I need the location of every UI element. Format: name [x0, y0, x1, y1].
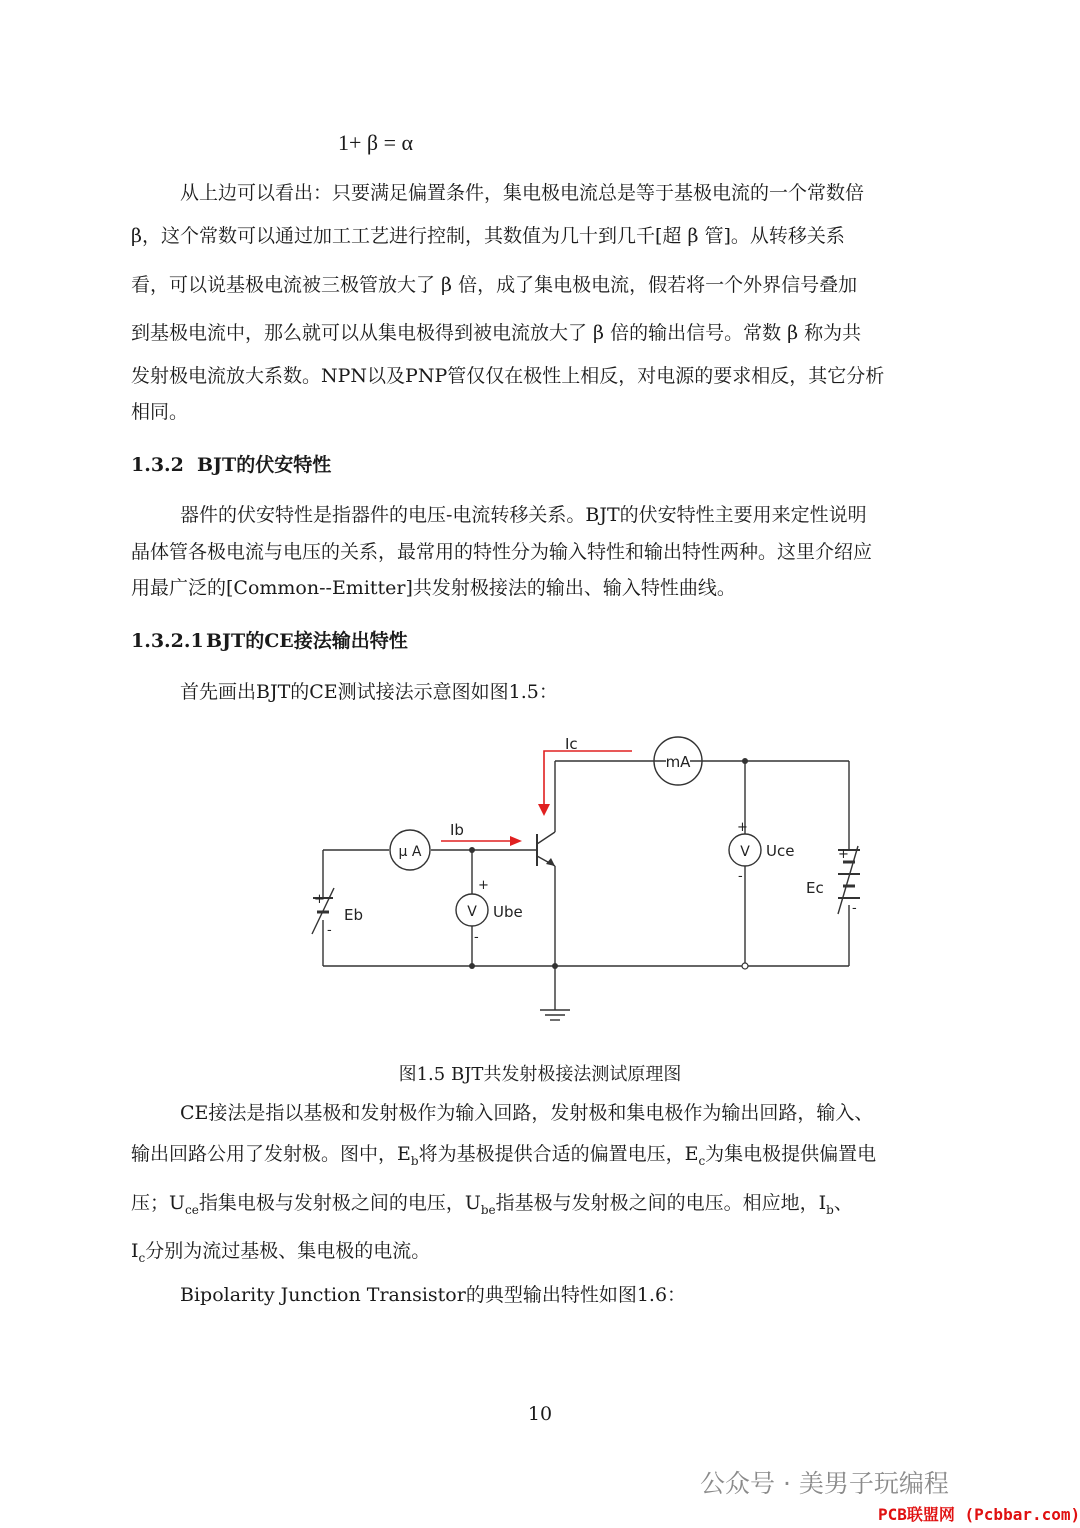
text-line: β，这个常数可以通过加工工艺进行控制，其数值为几十到几千[超 β 管]。从转移关系: [131, 225, 845, 247]
label-plus: +: [737, 820, 748, 835]
label-v-uce: V: [740, 844, 750, 860]
text-line: CE接法是指以基极和发射极作为输入回路，发射极和集电极作为输出回路，输入、: [180, 1102, 874, 1124]
text-line: 器件的伏安特性是指器件的电压-电流转移关系。BJT的伏安特性主要用来定性说明: [180, 504, 867, 526]
label-plus: +: [838, 847, 849, 862]
label-minus: -: [738, 869, 743, 884]
subsection-title: BJT的CE接法输出特性: [206, 630, 408, 652]
label-ube: Ube: [493, 903, 523, 921]
label-ib: Ib: [450, 821, 464, 839]
label-ec: Ec: [806, 879, 824, 897]
text-line: 用最广泛的[Common--Emitter]共发射极接法的输出、输入特性曲线。: [131, 577, 736, 599]
site-watermark: PCB联盟网 (Pcbbar.com): [878, 1505, 1080, 1524]
section-number: 1.3.2: [131, 454, 184, 476]
label-plus: +: [314, 892, 325, 907]
label-minus: -: [852, 901, 857, 916]
text-line: 输出回路公用了发射极。图中，$E_b$将为基极提供合适的偏置电压，$E_c$为集电极提供偏置电: [131, 1143, 877, 1168]
label-ic: Ic: [565, 735, 578, 753]
label-ua: μ A: [398, 844, 422, 860]
label-plus: +: [478, 878, 489, 893]
subsection-number: 1.3.2.1: [131, 630, 204, 652]
figure-caption: 图1.5 BJT共发射极接法测试原理图: [398, 1064, 682, 1085]
text-line: 压；$U_{ce}$指集电极与发射极之间的电压，$U_{be}$指基极与发射极之间的电压。相应地，$I_b$、: [131, 1192, 853, 1217]
wechat-watermark: 公众号 · 美男子玩编程: [700, 1469, 949, 1498]
text-line: 相同。: [131, 401, 189, 423]
figure-intro-1-6: Bipolarity Junction Transistor的典型输出特性如图1.6：: [180, 1284, 687, 1306]
formula: 1+ β = α: [338, 130, 414, 155]
label-minus: -: [474, 930, 479, 945]
page-number: 10: [527, 1403, 553, 1425]
label-uce: Uce: [766, 842, 795, 860]
text-line: 到基极电流中，那么就可以从集电极得到被电流放大了 β 倍的输出信号。常数 β 称为共: [131, 322, 862, 344]
text-line: 从上边可以看出：只要满足偏置条件，集电极电流总是等于基极电流的一个常数倍: [180, 182, 865, 204]
label-ma: mA: [665, 753, 691, 771]
label-eb: Eb: [344, 906, 363, 924]
text-line: 晶体管各极电流与电压的关系，最常用的特性分为输入特性和输出特性两种。这里介绍应: [131, 541, 873, 563]
figure-intro: 首先画出BJT的CE测试接法示意图如图1.5：: [180, 681, 558, 703]
text-line: $I_c$分别为流过基极、集电极的电流。: [131, 1240, 431, 1265]
text-line: 发射极电流放大系数。NPN以及PNP管仅仅在极性上相反，对电源的要求相反，其它分析: [131, 365, 885, 387]
label-v-ube: V: [467, 904, 477, 920]
section-title: BJT的伏安特性: [197, 454, 332, 476]
text-line: 看，可以说基极电流被三极管放大了 β 倍，成了集电极电流，假若将一个外界信号叠加: [131, 274, 858, 296]
label-minus: -: [327, 923, 332, 938]
